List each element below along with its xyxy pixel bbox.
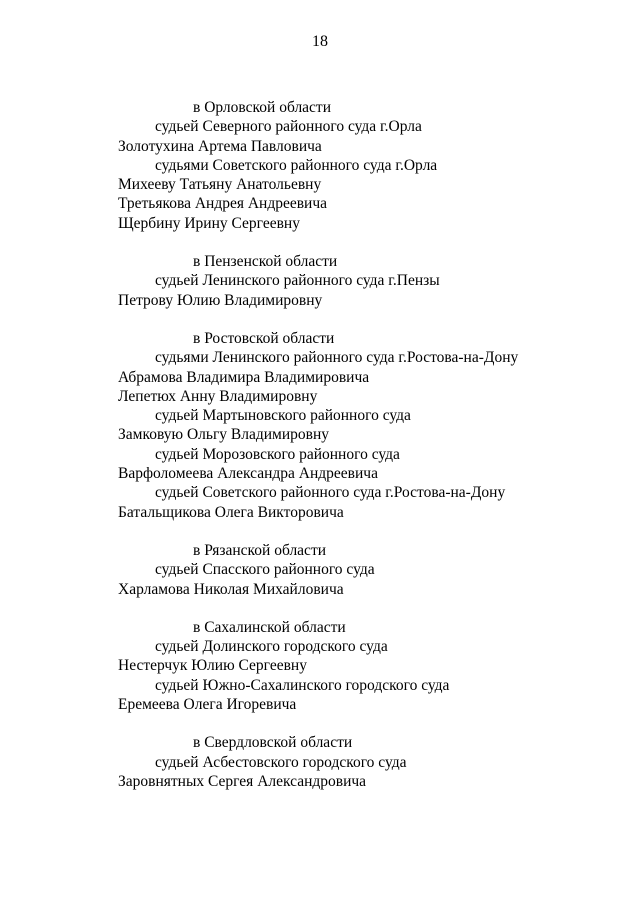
page-number: 18 [312,33,328,50]
judge-name: Харламова Николая Михайловича [118,580,344,598]
region-heading: в Орловской области [193,99,332,116]
region-heading: в Сахалинской области [193,618,346,636]
judge-name: Петрову Юлию Владимировну [118,291,323,309]
document-body [0,98,640,810]
region-heading: в Свердловской области [193,734,353,752]
region-section [0,252,640,310]
judge-name: Лепетюх Анну Владимировну [118,387,318,405]
judge-name: Варфоломеева Александра Андреевича [118,465,378,483]
judge-name: Михееву Татьяну Анатольевну [118,176,322,194]
region-section [0,329,640,522]
court-appointment-line: судьями Советского районного суда г.Орла [155,156,438,174]
court-appointment-line: судьей Асбестовского городского суда [155,753,407,771]
judge-name: Щербину Ирину Сергеевну [118,214,300,232]
region-section [0,541,640,599]
court-appointment-line: судьей Северного районного суда г.Орла [155,118,422,136]
judge-name: Золотухина Артема Павловича [118,137,322,155]
judge-name: Заровнятных Сергея Александровича [118,772,367,790]
region-section [0,733,640,791]
court-appointment-line: судьей Советского районного суда г.Ростова-на-Дону [155,484,506,502]
judge-name: Третьякова Андрея Андреевича [118,195,328,213]
court-appointment-line: судьей Ленинского районного суда г.Пензы [155,272,440,290]
judge-name: Замковую Ольгу Владимировну [118,426,330,444]
court-appointment-line: судьей Морозовского районного суда [155,445,400,463]
court-appointment-line: судьей Долинского городского суда [155,638,388,656]
judge-name: Еремеева Олега Игоревича [118,696,297,714]
court-appointment-line: судьей Южно-Сахалинского городского суда [155,676,450,694]
court-appointment-line: судьей Мартыновского районного суда [155,407,411,425]
region-section [0,618,640,714]
judge-name: Батальщикова Олега Викторовича [118,503,344,521]
region-section [0,98,640,233]
judge-name: Нестерчук Юлию Сергеевну [118,657,307,675]
judge-name: Абрамова Владимира Владимировича [118,368,370,386]
court-appointment-line: судьями Ленинского районного суда г.Ростова-на-Дону [155,349,519,367]
court-appointment-line: судьей Спасского районного суда [155,561,375,579]
region-heading: в Ростовской области [193,329,335,347]
region-heading: в Рязанской области [193,541,327,559]
region-heading: в Пензенской области [193,253,338,271]
